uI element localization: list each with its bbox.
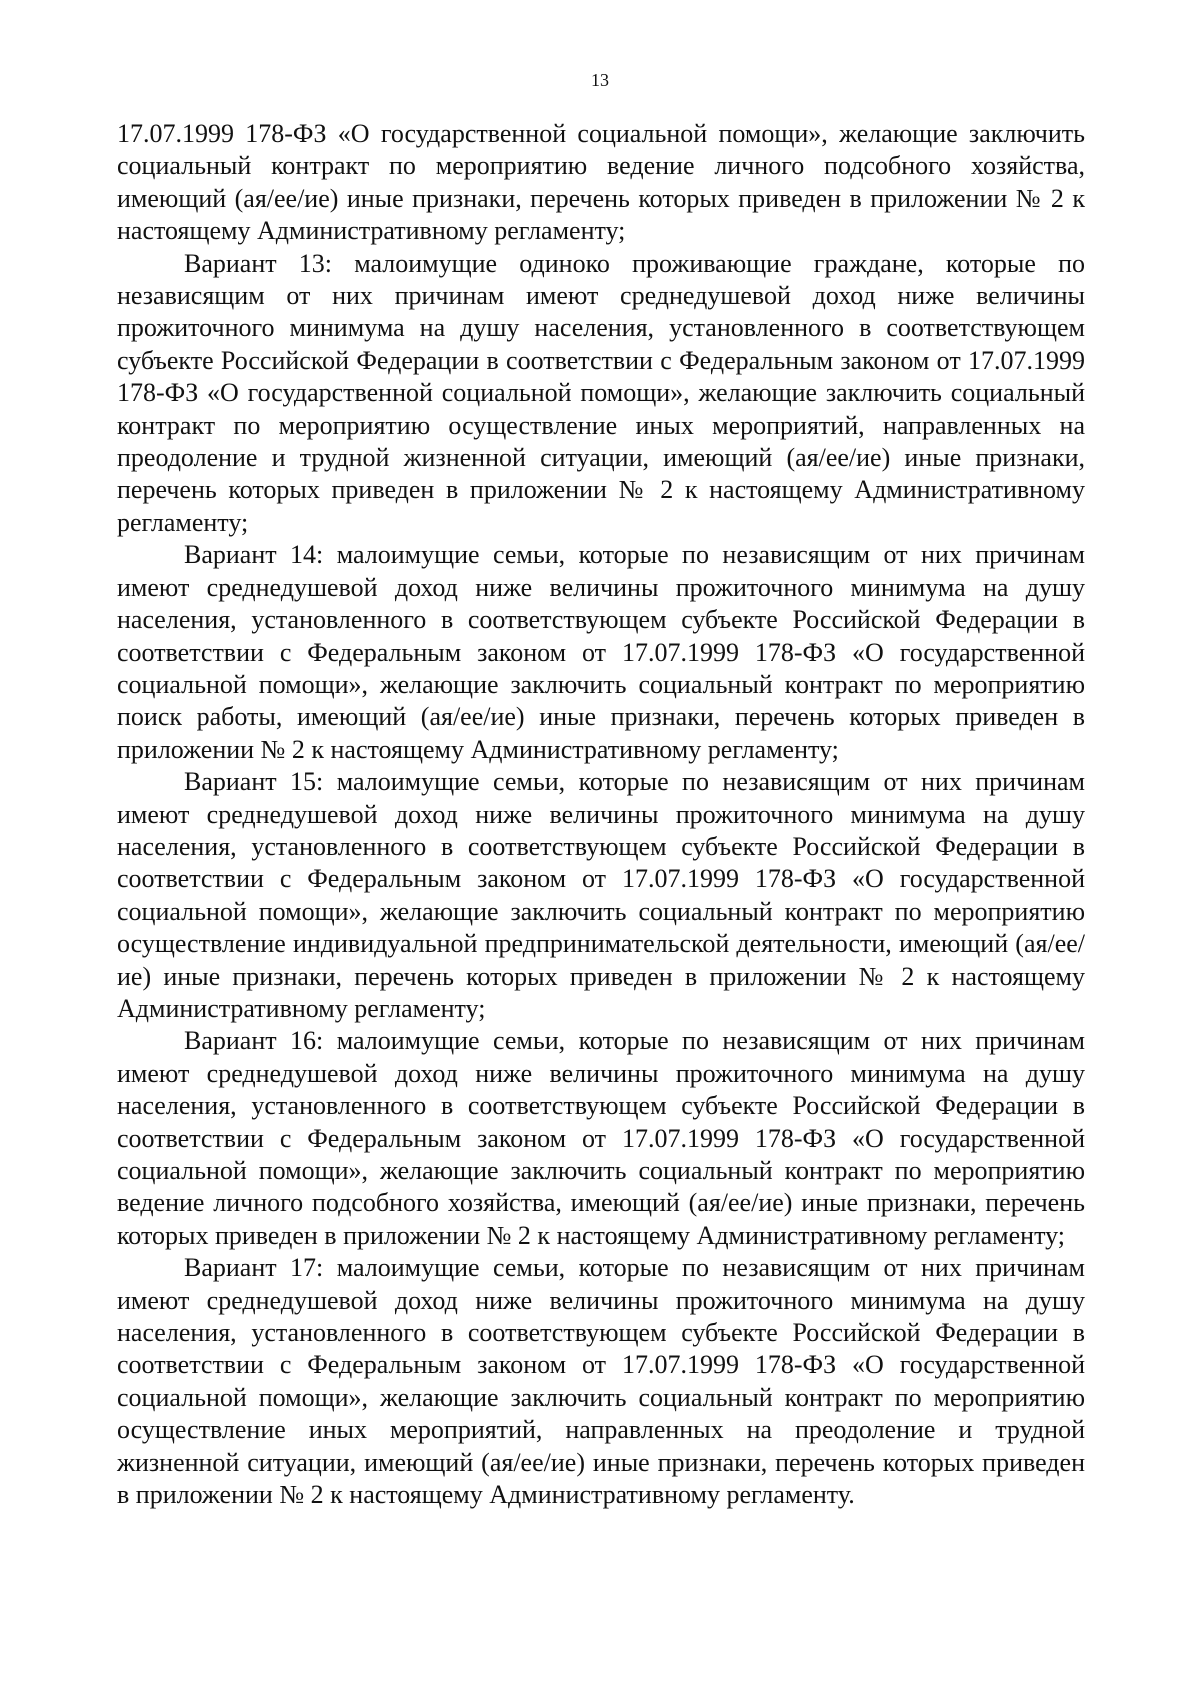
paragraph-variant-16: Вариант 16: малоимущие семьи, которые по независящим от них причинам имеют среднедушевой доход ниже величины прожиточного минимума на душу населения, установленного в соответствующем субъекте Российской Федерации в соответствии с Федеральным законом от 17.07.1999 178-ФЗ «О государственной социальной помощи», желающие заключить социальный контракт по мероприятию ведение личного подсобного хозяйства, имеющий (ая/ее/ие) иные признаки, перечень которых приведен в приложении № 2 к настоящему Административному регламенту; — [117, 1026, 1085, 1250]
paragraph-variant-13: Вариант 13: малоимущие одиноко проживающие граждане, которые по независящим от них причинам имеют среднедушевой доход ниже величины прожиточного минимума на душу населения, установленного в соответствующем субъекте Российской Федерации в соответствии с Федеральным законом от 17.07.1999 178-ФЗ «О государственной социальной помощи», желающие заключить социальный контракт по мероприятию осуществление иных мероприятий, направленных на преодоление и трудной жизненной ситуации, имеющий (ая/ее/ие) иные признаки, перечень которых приведен в приложении № 2 к настоящему Административному регламенту; — [117, 248, 1085, 537]
paragraph-variant-15: Вариант 15: малоимущие семьи, которые по независящим от них причинам имеют среднедушевой доход ниже величины прожиточного минимума на душу населения, установленного в соответствующем субъекте Российской Федерации в соответствии с Федеральным законом от 17.07.1999 178-ФЗ «О государственной социальной помощи», желающие заключить социальный контракт по мероприятию осуществление индивидуальной предпринимательской деятельности, имеющий (ая/ее/ие) иные признаки, перечень которых приведен в приложении № 2 к настоящему Административному регламенту; — [117, 767, 1085, 1023]
paragraph-variant-14: Вариант 14: малоимущие семьи, которые по независящим от них причинам имеют среднедушевой доход ниже величины прожиточного минимума на душу населения, установленного в соответствующем субъекте Российской Федерации в соответствии с Федеральным законом от 17.07.1999 178-ФЗ «О государственной социальной помощи», желающие заключить социальный контракт по мероприятию поиск работы, имеющий (ая/ее/ие) иные признаки, перечень которых приведен в приложении № 2 к настоящему Административному регламенту; — [117, 540, 1085, 764]
paragraph-variant-17: Вариант 17: малоимущие семьи, которые по независящим от них причинам имеют среднедушевой доход ниже величины прожиточного минимума на душу населения, установленного в соответствующем субъекте Российской Федерации в соответствии с Федеральным законом от 17.07.1999 178-ФЗ «О государственной социальной помощи», желающие заключить социальный контракт по мероприятию осуществление иных мероприятий, направленных на преодоление и трудной жизненной ситуации, имеющий (ая/ее/ие) иные признаки, перечень которых приведен в приложении № 2 к настоящему Административному регламенту. — [117, 1253, 1085, 1510]
page-number: 13 — [591, 70, 609, 90]
paragraph-continuation: 17.07.1999 178-ФЗ «О государственной социальной помощи», желающие заключить социальный контракт по мероприятию ведение личного подсобного хозяйства, имеющий (ая/ее/ие) иные признаки, перечень которых приведен в приложении № 2 к настоящему Административному регламенту; — [117, 119, 1085, 246]
document-body — [117, 118, 1085, 1511]
